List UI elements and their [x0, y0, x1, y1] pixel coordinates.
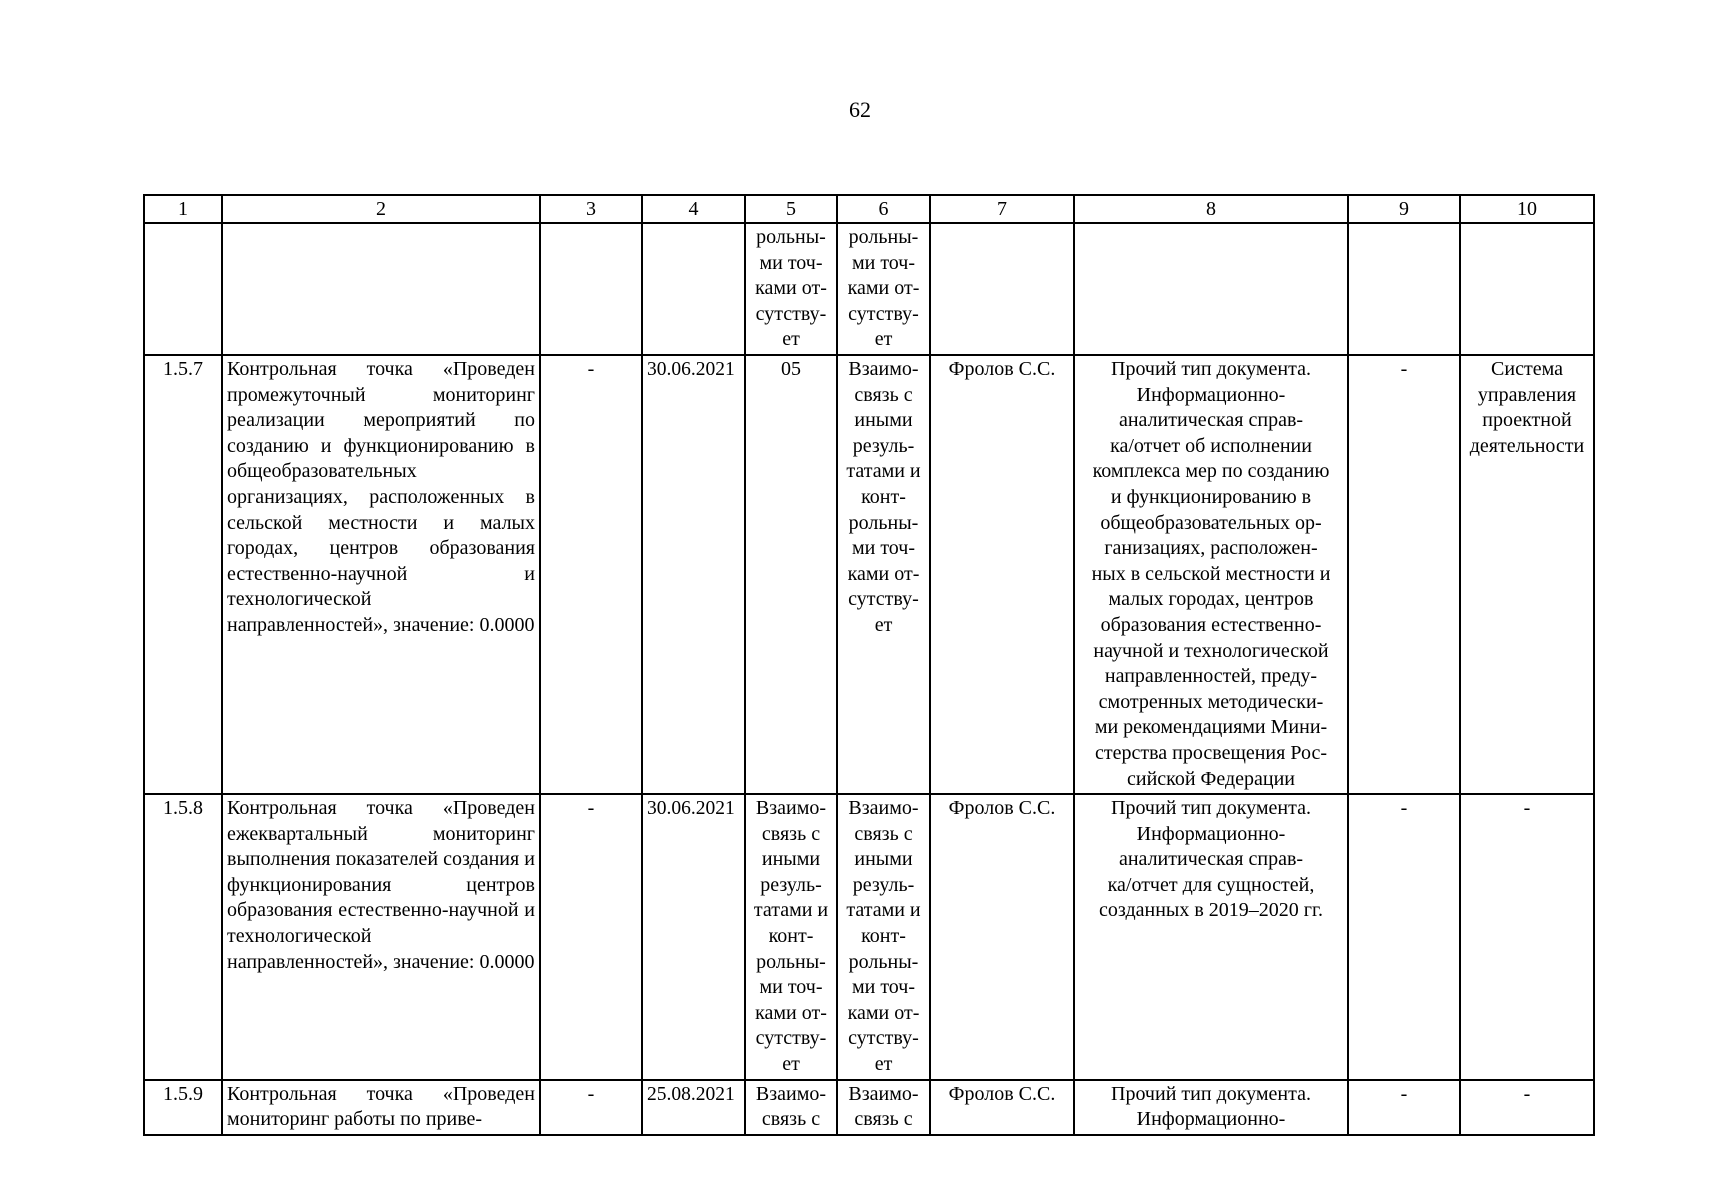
description-cell: Контрольная точка «Проведен мониторинг работы по приве-: [222, 1080, 540, 1135]
column-header-2: 2: [222, 195, 540, 223]
row-number-cell: 1.5.7: [144, 355, 222, 794]
col6-cell: рольны- ми точ- ками от- сутству- ет: [837, 223, 930, 355]
column-header-5: 5: [745, 195, 837, 223]
date-cell: 25.08.2021: [642, 1080, 745, 1135]
col10-cell: -: [1460, 1080, 1594, 1135]
responsible-cell: [930, 223, 1074, 355]
col9-cell: -: [1348, 794, 1460, 1080]
col6-cell: Взаимо- связь с иными резуль- татами и конт- рольны- ми точ- ками от- сутству- ет: [837, 355, 930, 794]
table-row-1-5-7: [144, 355, 1594, 794]
column-header-4: 4: [642, 195, 745, 223]
table-row-continuation: [144, 223, 1594, 355]
table-row-1-5-9: [144, 1080, 1594, 1135]
responsible-cell: Фролов С.С.: [930, 1080, 1074, 1135]
col5-cell: Взаимо- связь с иными резуль- татами и конт- рольны- ми точ- ками от- сутству- ет: [745, 794, 837, 1080]
row-number-cell: 1.5.9: [144, 1080, 222, 1135]
plan-table: [143, 194, 1595, 1136]
col6-cell: Взаимо- связь с иными резуль- татами и конт- рольны- ми точ- ками от- сутству- ет: [837, 794, 930, 1080]
col10-cell: Система управления проектной деятельности: [1460, 355, 1594, 794]
date-cell: 30.06.2021: [642, 794, 745, 1080]
column-header-10: 10: [1460, 195, 1594, 223]
col9-cell: [1348, 223, 1460, 355]
page-number: 62: [849, 97, 871, 122]
column-header-3: 3: [540, 195, 642, 223]
column-header-7: 7: [930, 195, 1074, 223]
column-header-8: 8: [1074, 195, 1348, 223]
col9-cell: -: [1348, 1080, 1460, 1135]
col5-cell: 05: [745, 355, 837, 794]
document-cell: Прочий тип документа. Информационно-: [1074, 1080, 1348, 1135]
date-cell: 30.06.2021: [642, 355, 745, 794]
col3-cell: [540, 223, 642, 355]
col3-cell: -: [540, 1080, 642, 1135]
document-cell: Прочий тип документа. Информационно- аналитическая справ- ка/отчет для сущностей, созданных в 2019–2020 гг.: [1074, 794, 1348, 1080]
document-cell: [1074, 223, 1348, 355]
row-number-cell: [144, 223, 222, 355]
responsible-cell: Фролов С.С.: [930, 794, 1074, 1080]
col10-cell: [1460, 223, 1594, 355]
col5-cell: Взаимо- связь с: [745, 1080, 837, 1135]
description-cell: [222, 223, 540, 355]
col6-cell: Взаимо- связь с: [837, 1080, 930, 1135]
responsible-cell: Фролов С.С.: [930, 355, 1074, 794]
header-row: [144, 195, 1594, 223]
document-cell: Прочий тип документа. Информационно- аналитическая справ- ка/отчет об исполнении комплекса мер по созданию и функционированию в общеобразовательных ор- ганизациях, расположен- ных в сельской местности и малых городах, центров образования естественно- научной и технологической направленностей, преду- смотренных методически- ми рекомендациями Мини- стерства просвещения Рос- сийской Федерации: [1074, 355, 1348, 794]
table-row-1-5-8: [144, 794, 1594, 1080]
col9-cell: -: [1348, 355, 1460, 794]
col5-cell: рольны- ми точ- ками от- сутству- ет: [745, 223, 837, 355]
col10-cell: -: [1460, 794, 1594, 1080]
row-number-cell: 1.5.8: [144, 794, 222, 1080]
date-cell: [642, 223, 745, 355]
col3-cell: -: [540, 794, 642, 1080]
description-cell: Контрольная точка «Проведен промежуточный мониторинг реализации мероприятий по созданию и функционированию в общеобразовательных организациях, расположенных в сельской местности и малых городах, центров образования естественно-научной и технологической направленностей», значение: 0.0000: [222, 355, 540, 794]
column-header-9: 9: [1348, 195, 1460, 223]
column-header-1: 1: [144, 195, 222, 223]
col3-cell: -: [540, 355, 642, 794]
column-header-6: 6: [837, 195, 930, 223]
description-cell: Контрольная точка «Проведен ежеквартальный мониторинг выполнения показателей создания и функционирования центров образования естественно-научной и технологической направленностей», значение: 0.0000: [222, 794, 540, 1080]
